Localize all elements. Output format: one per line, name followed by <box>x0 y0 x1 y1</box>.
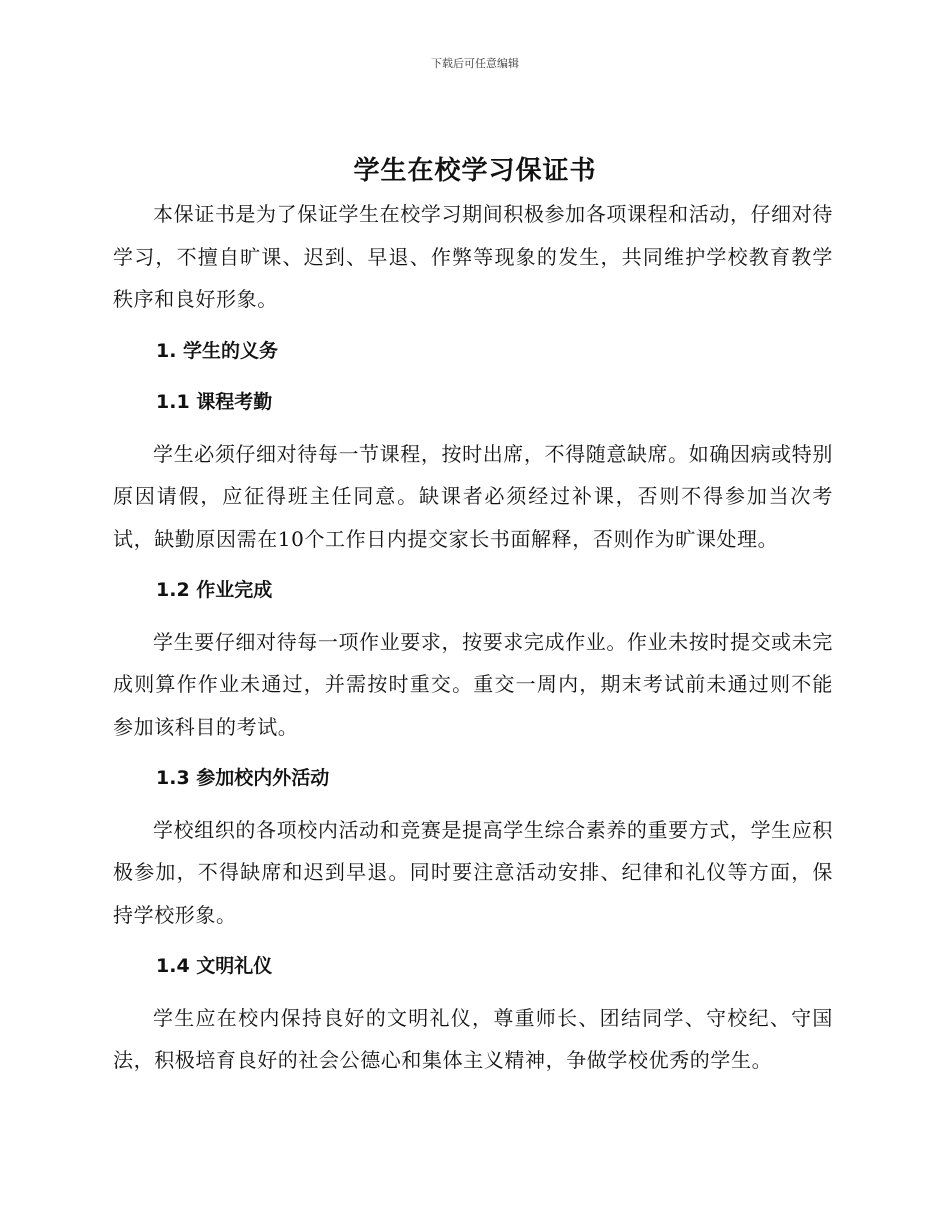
document-body <box>113 193 833 1082</box>
subsection-body-activities: 学校组织的各项校内活动和竞赛是提高学生综合素养的重要方式，学生应积极参加，不得缺席和迟到早退。同时要注意活动安排、纪律和礼仪等方面，保持学校形象。 <box>113 817 833 927</box>
subsection-heading-activities: 1.3 参加校内外活动 <box>156 767 330 789</box>
subsection-heading-homework: 1.2 作业完成 <box>156 579 273 601</box>
section-heading-duties: 1. 学生的义务 <box>156 339 279 362</box>
document-title: 学生在校学习保证书 <box>353 156 597 186</box>
subsection-heading-etiquette: 1.4 文明礼仪 <box>156 955 273 977</box>
subsection-body-homework: 学生要仔细对待每一项作业要求，按要求完成作业。作业未按时提交或未完成则算作作业未通过，并需按时重交。重交一周内，期末考试前未通过则不能参加该科目的考试。 <box>113 629 833 739</box>
page-header-note: 下载后可任意编辑 <box>431 57 519 70</box>
subsection-body-attendance: 学生必须仔细对待每一节课程，按时出席，不得随意缺席。如确因病或特别原因请假，应征得班主任同意。缺课者必须经过补课，否则不得参加当次考试，缺勤原因需在10个工作日内提交家长书面解释，否则作为旷课处理。 <box>113 441 833 551</box>
intro-paragraph: 本保证书是为了保证学生在校学习期间积极参加各项课程和活动，仔细对待学习，不擅自旷课、迟到、早退、作弊等现象的发生，共同维护学校教育教学秩序和良好形象。 <box>113 202 833 311</box>
subsection-heading-attendance: 1.1 课程考勤 <box>156 391 273 413</box>
subsection-body-etiquette: 学生应在校内保持良好的文明礼仪，尊重师长、团结同学、守校纪、守国法，积极培育良好的社会公德心和集体主义精神，争做学校优秀的学生。 <box>113 1005 833 1072</box>
